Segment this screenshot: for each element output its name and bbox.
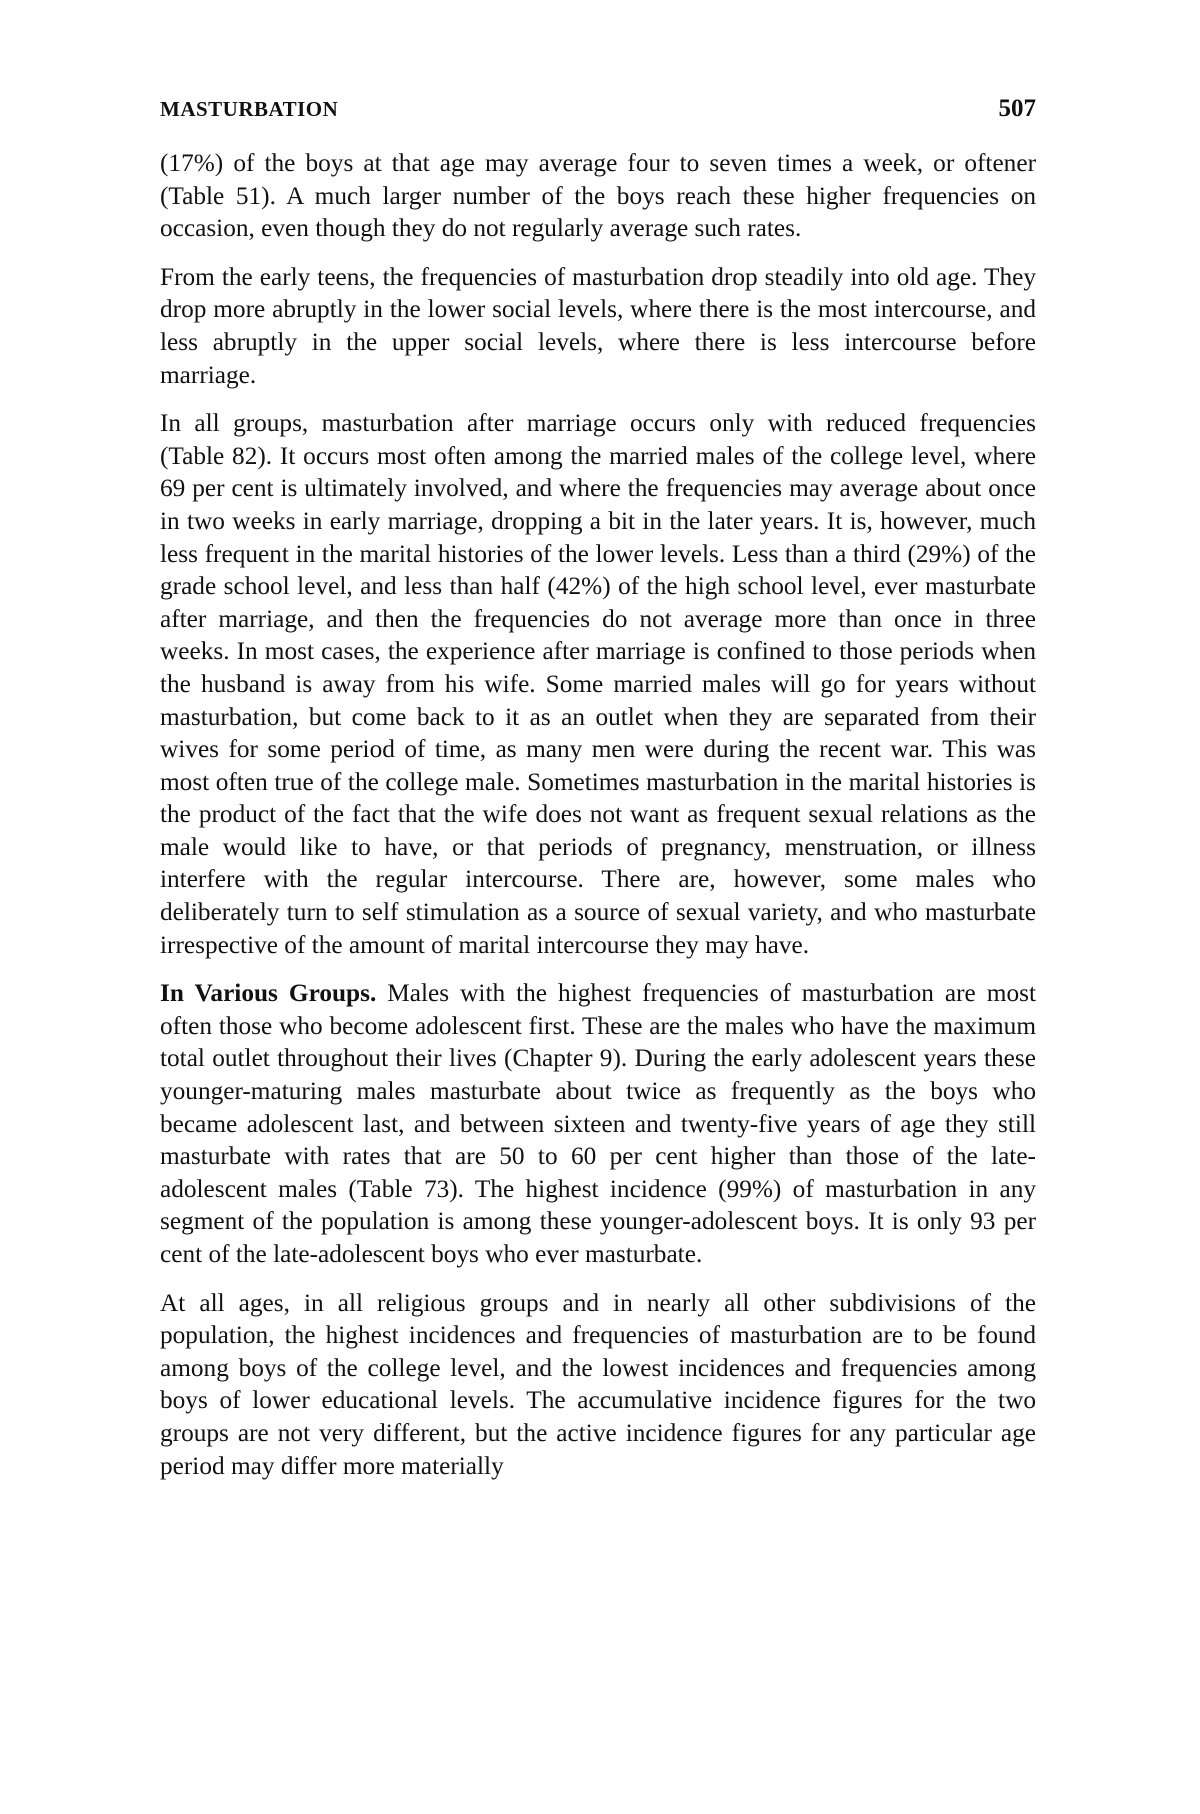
paragraph-text: (17%) of the boys at that age may average four to seven times a week, or oftener (Table 51). A much larger number of the boys reach these higher frequencies on occasion, even though they do not regularly average such rates. xyxy=(160,149,1036,243)
book-page xyxy=(160,95,1036,1482)
running-title: MASTURBATION xyxy=(160,97,339,121)
paragraph-continuation xyxy=(160,147,1036,245)
paragraph-various-groups xyxy=(160,977,1036,1270)
page-number: 507 xyxy=(998,95,1036,122)
paragraph-text: At all ages, in all religious groups and in nearly all other subdivisions of the population, the highest incidences and frequencies of masturbation are to be found among boys of the college level, and the lowest incidences and frequencies among boys of lower educational levels. The accumulative incidence figures for the two groups are not very different, but the active incidence figures for any particular age period may differ more materially xyxy=(160,1288,1036,1480)
paragraph-frequencies-decline xyxy=(160,261,1036,391)
paragraph-after-marriage xyxy=(160,407,1036,961)
paragraph-text: From the early teens, the frequencies of masturbation drop steadily into old age. They drop more abruptly in the lower social levels, where there is the most intercourse, and less abruptly in the upper social levels, where there is less intercourse before marriage. xyxy=(160,262,1036,389)
paragraph-educational-levels xyxy=(160,1287,1036,1483)
run-in-heading: In Various Groups. xyxy=(160,979,377,1008)
running-head xyxy=(160,95,1036,123)
paragraph-text: In all groups, masturbation after marriage occurs only with reduced frequencies (Table 82). It occurs most often among the married males of the college level, where 69 per cent is ultimately involved, and where the frequencies may average about once in two weeks in early marriage, dropping a bit in the later years. It is, however, much less frequent in the marital histories of the lower levels. Less than a third (29%) of the grade school level, and less than half (42%) of the high school level, ever masturbate after marriage, and then the frequencies do not average more than once in three weeks. In most cases, the experience after marriage is confined to those periods when the husband is away from his wife. Some married males will go for years without masturbation, but come back to it as an outlet when they are separated from their wives for some period of time, as many men were during the recent war. This was most often true of the college male. Sometimes masturbation in the marital histories is the product of the fact that the wife does not want as frequent sexual relations as the male would like to have, or that periods of pregnancy, menstruation, or illness interfere with the regular intercourse. There are, however, some males who deliberately turn to self stimulation as a source of sexual variety, and who masturbate irrespective of the amount of marital intercourse they may have. xyxy=(160,409,1036,959)
paragraph-text: Males with the highest frequencies of masturbation are most often those who become adolescent first. These are the males who have the maximum total outlet throughout their lives (Chapter 9). During the early adolescent years these younger-maturing males masturbate about twice as frequently as the boys who became adolescent last, and between sixteen and twenty-five years of age they still masturbate with rates that are 50 to 60 per cent higher than those of the late-adolescent males (Table 73). The highest incidence (99%) of masturbation in any segment of the population is among these younger-adolescent boys. It is only 93 per cent of the late-adolescent boys who ever masturbate. xyxy=(160,979,1036,1268)
